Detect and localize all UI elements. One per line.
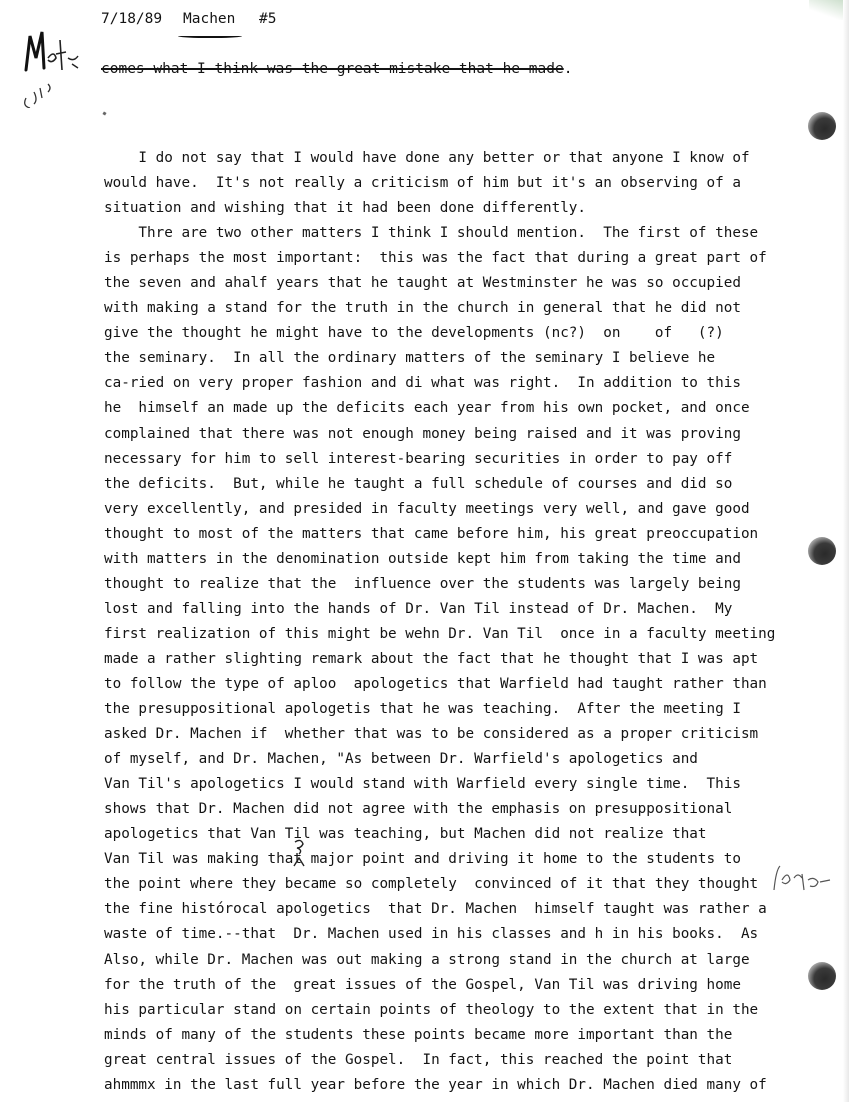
text-line: Van Til's apologetics I would stand with Warfield every single time. This bbox=[104, 776, 741, 793]
margin-scribble-icon bbox=[768, 850, 838, 900]
text-line: very excellently, and presided in faculty meetings very well, and gave good bbox=[104, 500, 750, 517]
text-line: minds of many of the students these points became more important than the bbox=[104, 1026, 733, 1043]
text-line: Also, while Dr. Machen was out making a strong stand in the church at large bbox=[104, 951, 750, 968]
text-line: he himself an made up the deficits each year from his own pocket, and once bbox=[104, 400, 750, 417]
text-line: necessary for him to sell interest-bearing securities in order to pay off bbox=[104, 450, 733, 467]
text-line: I do not say that I would have done any better or that anyone I know of bbox=[104, 150, 750, 166]
header-underline bbox=[178, 33, 242, 38]
text-line: ca-ried on very proper fashion and di what was right. In addition to this bbox=[104, 375, 741, 392]
text-line: to follow the type of aploo apologetics that Warfield had taught rather than bbox=[104, 675, 767, 692]
binder-hole-icon bbox=[808, 962, 836, 990]
header-page-number: #5 bbox=[259, 11, 277, 27]
binder-hole-icon bbox=[808, 112, 836, 140]
text-line: the presuppositional apologetis that he was teaching. After the meeting I bbox=[104, 701, 741, 718]
text-line: with making a stand for the truth in the church in general that he did not bbox=[104, 300, 741, 317]
text-line: ahmmmx in the last full year before the year in which Dr. Machen died many of bbox=[104, 1076, 767, 1093]
page-edge-shadow bbox=[843, 0, 849, 1102]
header-name: Machen bbox=[183, 11, 236, 27]
text-line: with matters in the denomination outside kept him from taking the time and bbox=[104, 550, 741, 567]
header-date: 7/18/89 bbox=[101, 11, 163, 27]
struck-through-line bbox=[101, 61, 572, 77]
text-line: the seminary. In all the ordinary matters of the seminary I believe he bbox=[104, 350, 716, 367]
text-line: complained that there was not enough money being raised and it was proving bbox=[104, 425, 741, 442]
text-line: thought to realize that the influence over the students was largely being bbox=[104, 575, 741, 592]
text-line: the point where they became so completely convinced of it that they thought bbox=[104, 876, 759, 893]
text-line: Van Til was making that major point and driving it home to the students to bbox=[104, 851, 741, 868]
stray-mark bbox=[102, 111, 106, 115]
insertion-caret-icon bbox=[292, 838, 306, 868]
text-line: the fine histórocal apologetics that Dr. Machen himself taught was rather a bbox=[104, 901, 767, 918]
text-line: his particular stand on certain points of theology to the extent that in the bbox=[104, 1001, 759, 1018]
text-line: Thre are two other matters I think I should mention. The first of these bbox=[104, 225, 759, 242]
struck-text: comes what I think was the great mistake that he made bbox=[101, 61, 564, 77]
text-line: first realization of this might be wehn Dr. Van Til once in a faculty meeting bbox=[104, 625, 776, 642]
struck-line-period: . bbox=[563, 61, 573, 77]
text-line: made a rather slighting remark about the fact that he thought that I was apt bbox=[104, 650, 759, 667]
binder-hole-icon bbox=[808, 537, 836, 565]
text-line: thought to most of the matters that came before him, his great preoccupation bbox=[104, 525, 759, 542]
text-line: would have. It's not really a criticism of him but it's an observing of a bbox=[104, 175, 741, 192]
text-line: is perhaps the most important: this was the fact that during a great part of bbox=[104, 250, 767, 267]
text-line: the seven and ahalf years that he taught at Westminster he was so occupied bbox=[104, 275, 741, 292]
handwritten-initials-icon bbox=[20, 18, 90, 108]
typed-body-text bbox=[104, 146, 776, 1098]
text-line: shows that Dr. Machen did not agree with the emphasis on presuppositional bbox=[104, 801, 733, 818]
text-line: of myself, and Dr. Machen, "As between Dr. Warfield's apologetics and bbox=[104, 751, 698, 768]
text-line: the deficits. But, while he taught a full schedule of courses and did so bbox=[104, 475, 733, 492]
text-line: lost and falling into the hands of Dr. Van Til instead of Dr. Machen. My bbox=[104, 600, 733, 617]
text-line: give the thought he might have to the developments (nc?) on of (?) bbox=[104, 325, 724, 342]
text-line: great central issues of the Gospel. In fact, this reached the point that bbox=[104, 1051, 733, 1068]
text-line: asked Dr. Machen if whether that was to be considered as a proper criticism bbox=[104, 726, 759, 743]
text-line: situation and wishing that it had been done differently. bbox=[104, 200, 587, 217]
text-line: for the truth of the great issues of the Gospel, Van Til was driving home bbox=[104, 976, 741, 993]
text-line: waste of time.--that Dr. Machen used in his classes and h in his books. As bbox=[104, 926, 759, 943]
text-line: apologetics that Van Til was teaching, but Machen did not realize that bbox=[104, 826, 707, 843]
